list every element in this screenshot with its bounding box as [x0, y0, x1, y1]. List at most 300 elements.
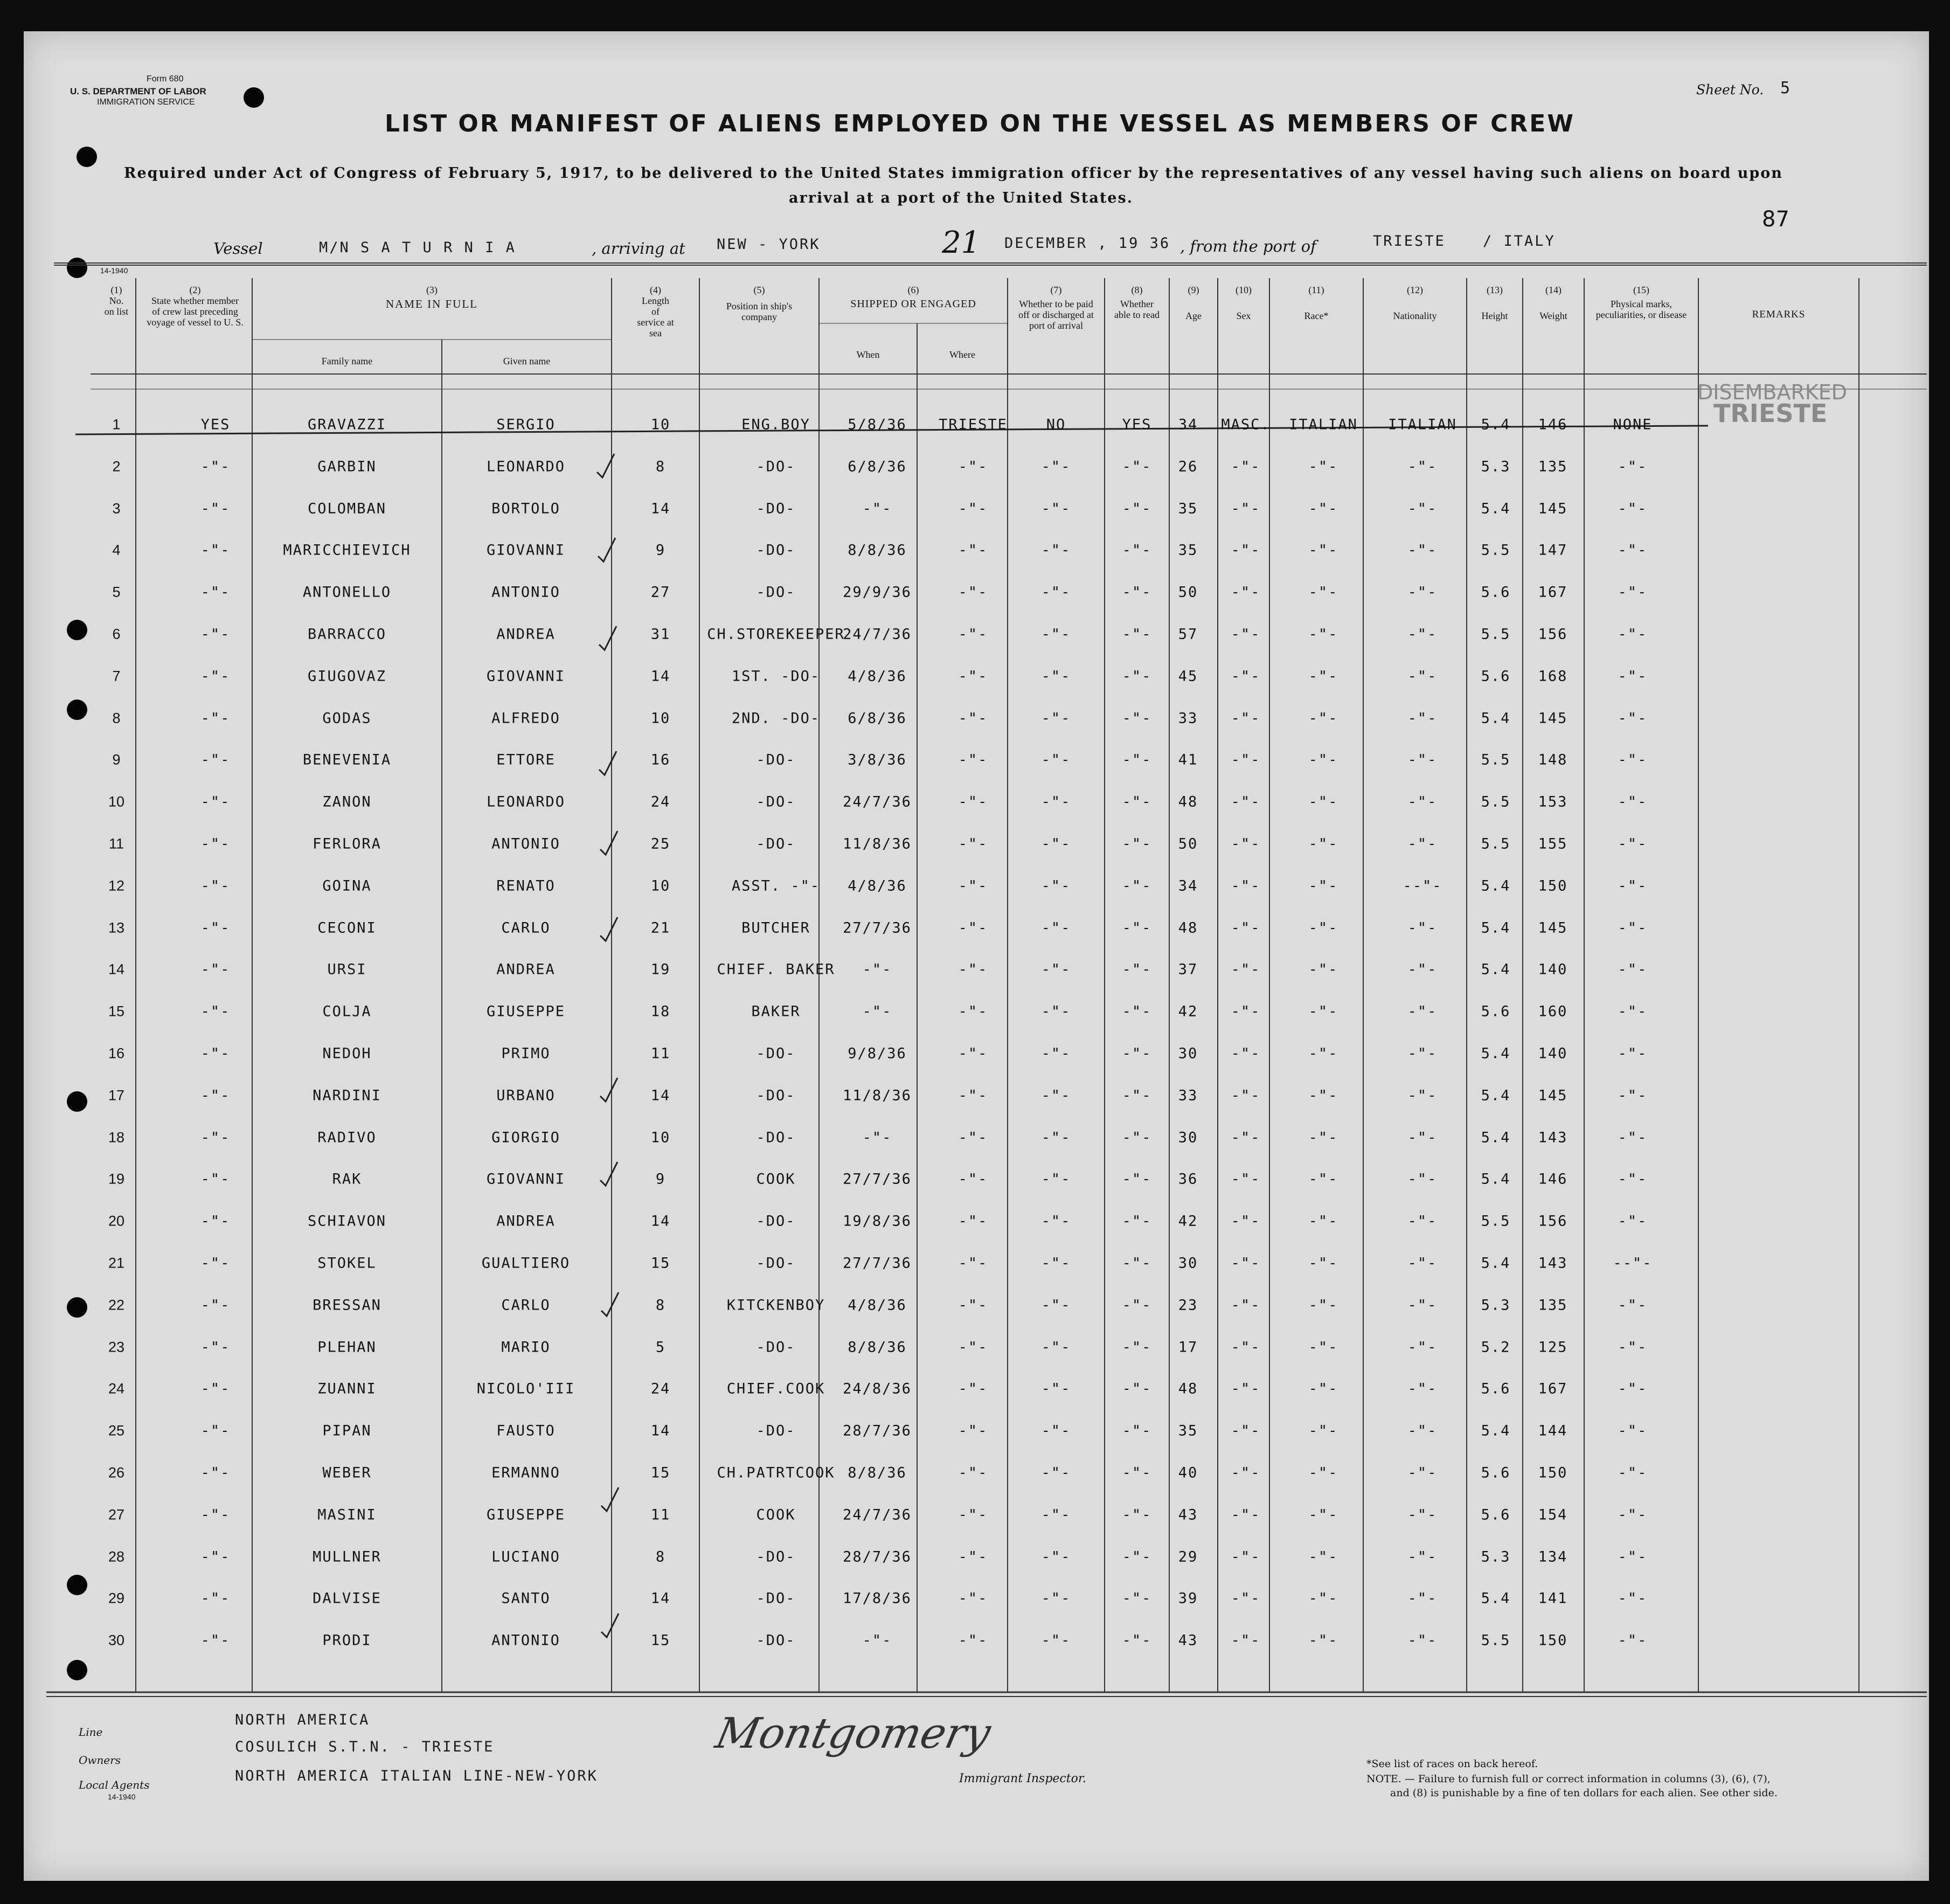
cell-sex: -"-: [1231, 1213, 1261, 1230]
cell-marks: -"-: [1618, 710, 1648, 727]
cell-weight: 145: [1538, 710, 1568, 727]
cell-where: -"-: [958, 584, 988, 601]
cell-weight: 150: [1538, 1632, 1568, 1649]
cell-sex: -"-: [1231, 1506, 1261, 1524]
header-text: Race*: [1304, 310, 1329, 321]
cell-marks: NONE: [1613, 416, 1653, 433]
cell-paid: -"-: [1041, 835, 1071, 853]
cell-no: 1: [112, 416, 121, 433]
cell-service: 8: [655, 1297, 666, 1314]
cell-age: 50: [1178, 835, 1198, 853]
cell-paid: -"-: [1041, 1003, 1071, 1020]
cell-sex: -"-: [1231, 458, 1261, 475]
cell-weight: 155: [1538, 835, 1568, 853]
header-text: Sex: [1236, 310, 1251, 321]
cell-position: CHIEF. BAKER: [717, 961, 835, 978]
cell-sex: -"-: [1231, 835, 1261, 853]
cell-when: 8/8/36: [848, 542, 907, 559]
cell-no: 24: [108, 1380, 125, 1397]
cell-position: -DO-: [756, 500, 796, 517]
cell-when: 29/9/36: [843, 584, 912, 601]
cell-service: 14: [650, 1087, 671, 1104]
cell-age: 33: [1178, 1087, 1198, 1104]
cell-weight: 156: [1538, 1213, 1568, 1230]
cell-when: 28/7/36: [843, 1548, 912, 1566]
cell-nat: --"-: [1403, 877, 1442, 895]
cell-position: -DO-: [756, 1129, 796, 1146]
cell-nat: -"-: [1407, 1213, 1438, 1230]
cell-where: -"-: [958, 1255, 988, 1272]
cell-service: 14: [650, 668, 671, 685]
cell-read: -"-: [1122, 1339, 1152, 1356]
header-text: Weight: [1539, 310, 1567, 321]
cell-age: 37: [1178, 961, 1198, 978]
cell-given: MARIO: [501, 1339, 551, 1356]
header-text: State whether member of crew last preceding voyage of vessel to U. S.: [147, 295, 244, 328]
cell-race: -"-: [1308, 1339, 1338, 1356]
cell-when: 9/8/36: [848, 1045, 907, 1062]
cell-read: -"-: [1122, 500, 1152, 517]
cell-prev: -"-: [200, 1255, 231, 1272]
page-mark: 87: [1762, 207, 1789, 232]
cell-given: LUCIANO: [491, 1548, 560, 1566]
cell-marks: -"-: [1618, 500, 1648, 517]
cell-weight: 146: [1538, 1171, 1568, 1188]
cell-where: -"-: [958, 1380, 988, 1397]
cell-height: 5.4: [1481, 1129, 1511, 1146]
cell-no: 4: [112, 542, 121, 558]
header-col9: [1169, 285, 1218, 321]
cell-position: -DO-: [756, 835, 796, 853]
cell-marks: -"-: [1618, 584, 1648, 601]
cell-where: -"-: [958, 1464, 988, 1481]
cell-service: 18: [650, 1003, 671, 1020]
cell-prev: -"-: [200, 1129, 231, 1146]
cell-race: -"-: [1308, 793, 1338, 811]
cell-nat: -"-: [1407, 1632, 1438, 1649]
cell-where: -"-: [958, 1632, 988, 1649]
cell-height: 5.5: [1481, 1632, 1511, 1649]
footer-print-code: 14-1940: [108, 1792, 136, 1801]
cell-family: RAK: [332, 1171, 362, 1188]
cell-race: -"-: [1308, 500, 1338, 517]
cell-paid: -"-: [1041, 1548, 1071, 1566]
header-col8: [1105, 285, 1169, 320]
cell-service: 15: [650, 1632, 671, 1649]
cell-when: -"-: [862, 1129, 892, 1146]
cell-position: -DO-: [756, 458, 796, 475]
cell-given: PRIMO: [501, 1045, 551, 1062]
cell-nat: -"-: [1407, 1380, 1438, 1397]
cell-service: 10: [650, 710, 671, 727]
header-text: Whether able to read: [1114, 299, 1160, 320]
cell-service: 5: [655, 1339, 666, 1356]
header-num: (8): [1131, 285, 1143, 295]
cell-family: ZANON: [322, 793, 372, 811]
cell-given: NICOLO'III: [476, 1380, 575, 1397]
cell-sex: -"-: [1231, 1255, 1261, 1272]
cell-sex: -"-: [1231, 1129, 1261, 1146]
cell-no: 16: [108, 1045, 125, 1062]
cell-where: -"-: [958, 1590, 988, 1607]
cell-marks: -"-: [1618, 1590, 1648, 1607]
cell-height: 5.5: [1481, 626, 1511, 643]
header-given-name: Given name: [503, 356, 551, 366]
cell-where: -"-: [958, 919, 988, 937]
header-text: Whether to be paid off or discharged at port of arrival: [1018, 299, 1094, 331]
cell-marks: -"-: [1618, 1297, 1648, 1314]
cell-where: -"-: [958, 1506, 988, 1524]
cell-read: -"-: [1122, 458, 1152, 475]
cell-position: ENG.BOY: [741, 416, 810, 433]
cell-when: 24/7/36: [843, 626, 912, 643]
cell-age: 29: [1178, 1548, 1198, 1566]
cell-nat: -"-: [1407, 1045, 1438, 1062]
header-col5: [699, 285, 819, 322]
cell-race: -"-: [1308, 668, 1338, 685]
cell-given: GIORGIO: [491, 1129, 560, 1146]
cell-read: -"-: [1122, 1003, 1152, 1020]
cell-when: 27/7/36: [843, 1171, 912, 1188]
cell-position: -DO-: [756, 584, 796, 601]
cell-position: BAKER: [751, 1003, 801, 1020]
header-num: (15): [1633, 285, 1649, 295]
cell-height: 5.2: [1481, 1339, 1511, 1356]
cell-marks: -"-: [1618, 1171, 1648, 1188]
cell-service: 8: [655, 1548, 666, 1566]
cell-given: ANTONIO: [491, 835, 560, 853]
cell-sex: -"-: [1231, 710, 1261, 727]
cell-when: 6/8/36: [848, 458, 907, 475]
cell-no: 18: [108, 1129, 125, 1146]
cell-sex: -"-: [1231, 961, 1261, 978]
cell-weight: 140: [1538, 1045, 1568, 1062]
cell-no: 10: [108, 793, 125, 810]
cell-no: 23: [108, 1339, 125, 1355]
cell-weight: 135: [1538, 458, 1568, 475]
header-col3: [252, 285, 612, 309]
cell-weight: 150: [1538, 877, 1568, 895]
cell-sex: -"-: [1231, 919, 1261, 937]
cell-nat: -"-: [1407, 1297, 1438, 1314]
cell-paid: -"-: [1041, 584, 1071, 601]
cell-nat: -"-: [1407, 710, 1438, 727]
cell-marks: -"-: [1618, 1506, 1648, 1524]
cell-race: -"-: [1308, 1255, 1338, 1272]
cell-given: ANTONIO: [491, 584, 560, 601]
cell-marks: -"-: [1618, 751, 1648, 768]
cell-where: -"-: [958, 1045, 988, 1062]
cell-given: CARLO: [501, 1297, 551, 1314]
cell-paid: -"-: [1041, 1087, 1071, 1104]
cell-family: MULLNER: [313, 1548, 381, 1566]
cell-given: GIOVANNI: [486, 1171, 566, 1188]
cell-age: 17: [1178, 1339, 1198, 1356]
cell-read: -"-: [1122, 1171, 1152, 1188]
cell-nat: -"-: [1407, 1129, 1438, 1146]
header-text: Age: [1185, 310, 1202, 321]
cell-prev: -"-: [200, 626, 231, 643]
cell-no: 7: [112, 668, 121, 684]
cell-read: -"-: [1122, 1255, 1152, 1272]
cell-position: -DO-: [756, 1213, 796, 1230]
cell-family: URSI: [327, 961, 367, 978]
cell-where: -"-: [958, 1297, 988, 1314]
header-text: SHIPPED OR ENGAGED: [850, 298, 976, 310]
cell-read: -"-: [1122, 1213, 1152, 1230]
header-col10: [1218, 285, 1269, 321]
cell-marks: -"-: [1618, 1045, 1648, 1062]
cell-paid: -"-: [1041, 1255, 1071, 1272]
cell-given: GIOVANNI: [486, 668, 566, 685]
cell-age: 30: [1178, 1045, 1198, 1062]
header-num: (6): [907, 285, 919, 295]
cell-when: 4/8/36: [848, 877, 907, 895]
cell-nat: -"-: [1407, 793, 1438, 811]
cell-marks: -"-: [1618, 919, 1648, 937]
header-num: (4): [650, 285, 661, 295]
cell-age: 34: [1178, 877, 1198, 895]
cell-prev: -"-: [200, 1590, 231, 1607]
cell-family: PRODI: [322, 1632, 372, 1649]
cell-height: 5.5: [1481, 793, 1511, 811]
cell-position: -DO-: [756, 793, 796, 811]
inspector-label: Immigrant Inspector.: [959, 1772, 1086, 1785]
cell-service: 24: [650, 1380, 671, 1397]
cell-position: COOK: [756, 1506, 796, 1524]
agents-label: Local Agents: [79, 1778, 150, 1791]
cell-age: 48: [1178, 1380, 1198, 1397]
cell-race: -"-: [1308, 961, 1338, 978]
header-num: (11): [1308, 285, 1324, 295]
cell-family: BRESSAN: [313, 1297, 381, 1314]
cell-prev: -"-: [200, 1045, 231, 1062]
cell-race: -"-: [1308, 1297, 1338, 1314]
cell-position: -DO-: [756, 1045, 796, 1062]
cell-sex: -"-: [1231, 751, 1261, 768]
cell-weight: 135: [1538, 1297, 1568, 1314]
cell-prev: -"-: [200, 835, 231, 853]
cell-age: 40: [1178, 1464, 1198, 1481]
cell-paid: -"-: [1041, 919, 1071, 937]
cell-weight: 143: [1538, 1129, 1568, 1146]
header-text: NAME IN FULL: [386, 297, 478, 310]
cell-family: STOKEL: [317, 1255, 377, 1272]
cell-position: CHIEF.COOK: [726, 1380, 825, 1397]
cell-service: 14: [650, 1590, 671, 1607]
header-col13: [1467, 285, 1523, 321]
cell-marks: -"-: [1618, 1129, 1648, 1146]
cell-age: 35: [1178, 1422, 1198, 1439]
cell-service: 14: [650, 500, 671, 517]
cell-weight: 167: [1538, 1380, 1568, 1397]
cell-service: 11: [650, 1506, 671, 1524]
cell-no: 12: [108, 877, 125, 894]
cell-family: COLJA: [322, 1003, 372, 1020]
cell-position: COOK: [756, 1171, 796, 1188]
cell-paid: -"-: [1041, 710, 1071, 727]
cell-family: GIUGOVAZ: [307, 668, 387, 685]
cell-family: NARDINI: [313, 1087, 381, 1104]
cell-service: 11: [650, 1045, 671, 1062]
cell-age: 42: [1178, 1003, 1198, 1020]
cell-service: 10: [650, 877, 671, 895]
cell-family: BARRACCO: [307, 626, 387, 643]
cell-where: -"-: [958, 668, 988, 685]
cell-read: -"-: [1122, 626, 1152, 643]
cell-prev: -"-: [200, 751, 231, 768]
cell-when: 28/7/36: [843, 1422, 912, 1439]
cell-height: 5.4: [1481, 500, 1511, 517]
cell-read: -"-: [1122, 1422, 1152, 1439]
cell-height: 5.6: [1481, 1506, 1511, 1524]
cell-paid: -"-: [1041, 1380, 1071, 1397]
cell-paid: NO: [1046, 416, 1066, 433]
cell-race: -"-: [1308, 1464, 1338, 1481]
line-value: NORTH AMERICA: [235, 1712, 370, 1728]
cell-where: -"-: [958, 1548, 988, 1566]
check-marks: [597, 454, 619, 1637]
cell-read: -"-: [1122, 793, 1152, 811]
cell-no: 22: [108, 1297, 125, 1313]
subtitle-line1: Required under Act of Congress of February 5, 1917, to be delivered to the United States immigration officer by the representatives of any vessel having such aliens on board upon: [124, 165, 1783, 182]
cell-paid: -"-: [1041, 751, 1071, 768]
header-num: (1): [110, 285, 122, 295]
cell-given: GUALTIERO: [481, 1255, 571, 1272]
cell-height: 5.3: [1481, 458, 1511, 475]
cell-age: 48: [1178, 793, 1198, 811]
cell-family: ANTONELLO: [302, 584, 392, 601]
cell-given: ALFREDO: [491, 710, 560, 727]
cell-nat: -"-: [1407, 1171, 1438, 1188]
cell-position: KITCKENBOY: [726, 1297, 825, 1314]
cell-sex: -"-: [1231, 500, 1261, 517]
cell-given: LEONARDO: [486, 793, 566, 811]
cell-position: BUTCHER: [741, 919, 810, 937]
cell-given: ETTORE: [496, 751, 556, 768]
arrival-port: NEW - YORK: [717, 236, 821, 253]
cell-race: -"-: [1308, 458, 1338, 475]
cell-race: -"-: [1308, 919, 1338, 937]
cell-service: 31: [650, 626, 671, 643]
cell-nat: -"-: [1407, 751, 1438, 768]
cell-where: -"-: [958, 835, 988, 853]
cell-weight: 148: [1538, 751, 1568, 768]
cell-family: PIPAN: [322, 1422, 372, 1439]
cell-paid: -"-: [1041, 1129, 1071, 1146]
cell-when: -"-: [862, 1003, 892, 1020]
cell-age: 43: [1178, 1632, 1198, 1649]
cell-sex: -"-: [1231, 1171, 1261, 1188]
cell-read: -"-: [1122, 877, 1152, 895]
cell-position: -DO-: [756, 542, 796, 559]
owners-label: Owners: [79, 1754, 121, 1767]
cell-when: -"-: [862, 500, 892, 517]
cell-read: -"-: [1122, 1590, 1152, 1607]
cell-marks: -"-: [1618, 458, 1648, 475]
cell-family: SCHIAVON: [307, 1213, 387, 1230]
cell-family: GRAVAZZI: [307, 416, 387, 433]
line-label: Line: [79, 1726, 103, 1739]
cell-no: 17: [108, 1087, 125, 1104]
header-where: Where: [949, 349, 975, 360]
cell-paid: -"-: [1041, 1632, 1071, 1649]
cell-where: -"-: [958, 626, 988, 643]
sheet-label: Sheet No.: [1696, 82, 1764, 98]
cell-when: -"-: [862, 961, 892, 978]
header-num: (7): [1050, 285, 1062, 295]
cell-when: 17/8/36: [843, 1590, 912, 1607]
cell-read: -"-: [1122, 1632, 1152, 1649]
cell-when: 19/8/36: [843, 1213, 912, 1230]
header-remarks: REMARKS: [1752, 309, 1806, 320]
cell-nat: -"-: [1407, 919, 1438, 937]
cell-age: 33: [1178, 710, 1198, 727]
cell-sex: -"-: [1231, 1045, 1261, 1062]
header-col6: [819, 285, 1008, 309]
cell-given: ANDREA: [496, 626, 556, 643]
cell-prev: -"-: [200, 542, 231, 559]
cell-age: 43: [1178, 1506, 1198, 1524]
cell-height: 5.3: [1481, 1297, 1511, 1314]
cell-paid: -"-: [1041, 458, 1071, 475]
cell-position: -DO-: [756, 1632, 796, 1649]
cell-race: -"-: [1308, 1548, 1338, 1566]
cell-family: ZUANNI: [317, 1380, 377, 1397]
cell-marks: -"-: [1618, 1380, 1648, 1397]
cell-paid: -"-: [1041, 1422, 1071, 1439]
cell-paid: -"-: [1041, 1045, 1071, 1062]
cell-height: 5.4: [1481, 1255, 1511, 1272]
header-col11: [1269, 285, 1363, 321]
cell-sex: -"-: [1231, 1339, 1261, 1356]
cell-family: PLEHAN: [317, 1339, 377, 1356]
cell-family: MARICCHIEVICH: [283, 542, 411, 559]
cell-service: 14: [650, 1422, 671, 1439]
cell-where: -"-: [958, 710, 988, 727]
cell-paid: -"-: [1041, 1590, 1071, 1607]
cell-where: -"-: [958, 1213, 988, 1230]
cell-service: 21: [650, 919, 671, 937]
header-col1: [97, 285, 136, 317]
header-col2: [141, 285, 249, 328]
cell-nat: -"-: [1407, 668, 1438, 685]
cell-nat: -"-: [1407, 1590, 1438, 1607]
cell-nat: -"-: [1407, 1339, 1438, 1356]
cell-race: ITALIAN: [1289, 416, 1358, 433]
cell-no: 14: [108, 961, 125, 978]
cell-when: 27/7/36: [843, 1255, 912, 1272]
cell-service: 16: [650, 751, 671, 768]
cell-prev: -"-: [200, 1506, 231, 1524]
header-num: (9): [1188, 285, 1199, 295]
cell-race: -"-: [1308, 1003, 1338, 1020]
cell-no: 13: [108, 919, 125, 936]
cell-prev: -"-: [200, 710, 231, 727]
cell-nat: -"-: [1407, 1548, 1438, 1566]
cell-age: 23: [1178, 1297, 1198, 1314]
cell-given: RENATO: [496, 877, 556, 895]
cell-nat: -"-: [1407, 1087, 1438, 1104]
cell-prev: -"-: [200, 668, 231, 685]
cell-sex: -"-: [1231, 584, 1261, 601]
cell-prev: -"-: [200, 877, 231, 895]
header-num: (10): [1236, 285, 1252, 295]
cell-weight: 134: [1538, 1548, 1568, 1566]
cell-nat: -"-: [1407, 835, 1438, 853]
cell-service: 14: [650, 1213, 671, 1230]
cell-age: 57: [1178, 626, 1198, 643]
